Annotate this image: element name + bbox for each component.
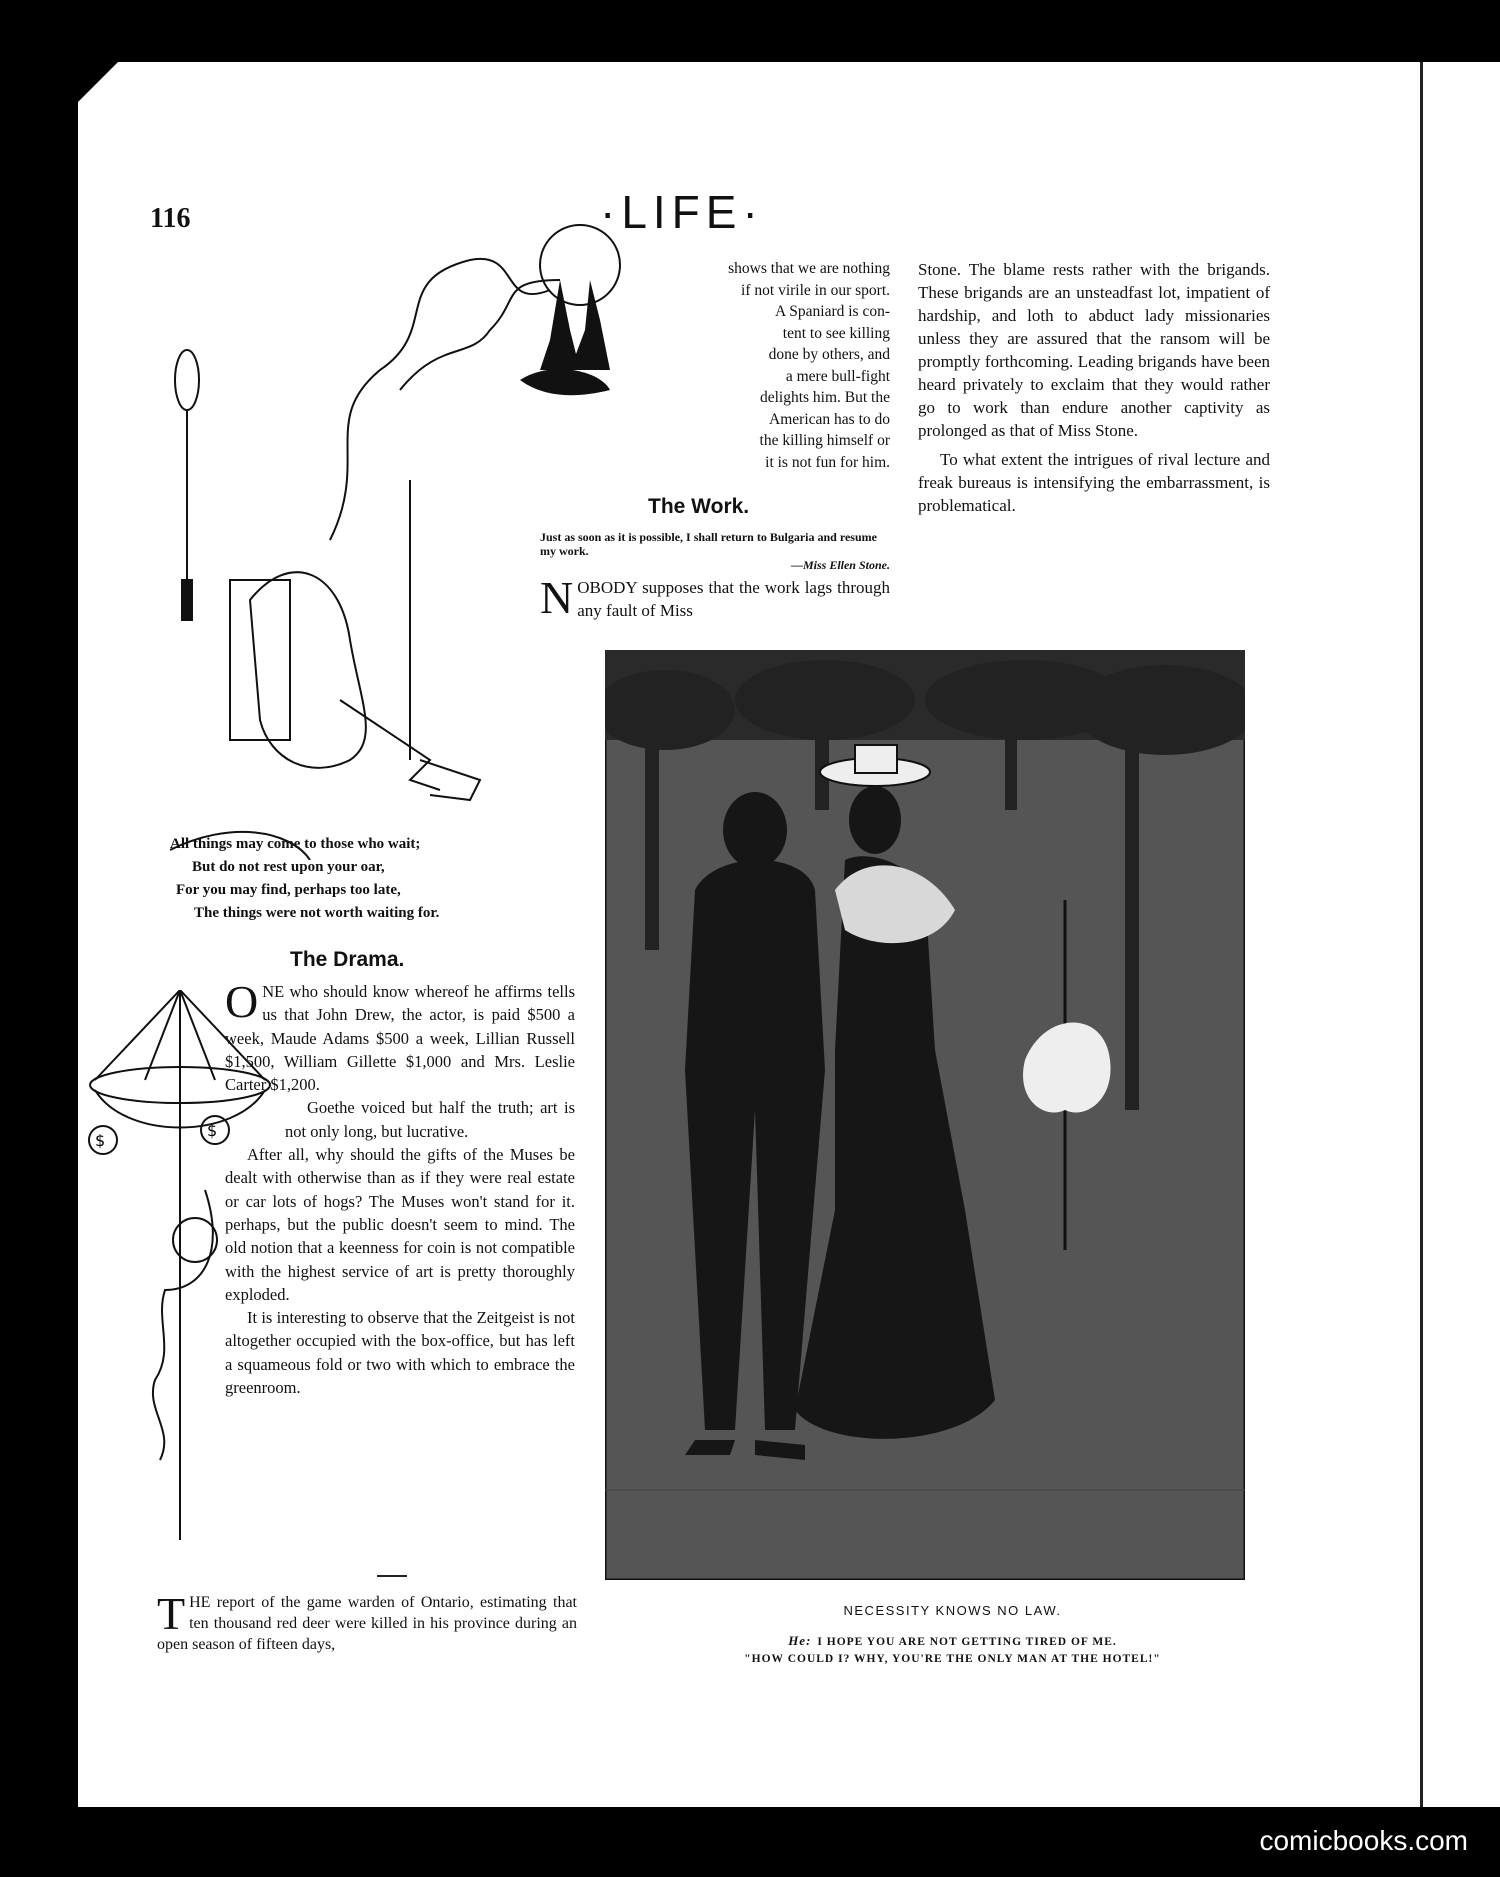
text-line: tent to see killing [782, 324, 890, 342]
drama-para: Goethe voiced but half the truth; art is not only long, but lucrative. [285, 1098, 575, 1141]
dropcap-o: O [225, 976, 259, 1027]
dollar-icon: $ [207, 1121, 218, 1140]
text-line: A Spaniard is con- [775, 303, 890, 320]
poem-line: But do not rest upon your oar, [192, 859, 385, 875]
drama-para: It is interesting to observe that the Zeitgeist is not altogether occupied with the box-office, but has left a squameous fold or two with which to embrace the greenroom. [225, 1308, 575, 1398]
the-work-heading: The Work. [648, 495, 750, 518]
poem-line: All things may come to those who wait; [170, 836, 421, 852]
text-line: done by others, and [768, 346, 890, 363]
text-line: it is not fun for him. [765, 453, 890, 471]
epigraph-attribution: —Miss Ellen Stone. [790, 558, 890, 572]
dollar-icon: $ [95, 1131, 106, 1150]
poem-line: For you may find, perhaps too late, [176, 882, 401, 898]
the-work-first-para: OBODY supposes that the work lags through any fault of Miss [577, 578, 890, 620]
drama-body [225, 976, 575, 1399]
text-line: American has to do [769, 410, 890, 428]
column-top-text [660, 258, 890, 473]
drama-first-para: NE who should know whereof he affirms tells us that John Drew, the actor, is paid $500 a week, Maude Adams $500 a week, Lillian Russell $1,500, William Gillette $1,000 and Mrs. Leslie Carter $1,200. [225, 982, 575, 1095]
section-divider [377, 1575, 407, 1577]
cartoon-line-two: "HOW COULD I? WHY, YOU'RE THE ONLY MAN AT THE HOTEL!" [744, 1653, 1161, 1665]
page-number: 116 [150, 203, 191, 234]
drama-para [225, 976, 575, 1096]
the-work-epigraph [540, 530, 890, 572]
text-line: delights him. But the [759, 389, 890, 406]
facing-page-edge [1420, 62, 1500, 1807]
text-line: if not virile in our sport. [741, 281, 890, 299]
the-work-body [540, 572, 890, 623]
the-work-para: To what extent the intrigues of rival lecture and freak bureaus is intensifying the embarrassment, is problematical. [918, 450, 1270, 515]
watermark: comicbooks.com [1259, 1825, 1468, 1856]
text-line: a mere bull-fight [785, 367, 890, 385]
text-line: shows that we are nothing [728, 260, 890, 277]
cartoon-couple-illustration [605, 650, 1245, 1580]
cartoon-line-one: I HOPE YOU ARE NOT GETTING TIRED OF ME. [817, 1636, 1117, 1648]
dropcap-t: T [157, 1588, 186, 1639]
poem-line: The things were not worth waiting for. [194, 905, 440, 921]
the-work-column-two [918, 258, 1270, 517]
drama-heading: The Drama. [290, 948, 405, 971]
drama-para: After all, why should the gifts of the Muses be dealt with otherwise than as if they were real estate or car lots of hogs? The Muses won't stand for it. perhaps, but the public doesn't seem to mind. The old notion that a keenness for coin is not compatible with the highest service of art is pretty thoroughly exploded. [225, 1145, 575, 1304]
masthead-title: ·LIFE· [600, 186, 764, 238]
page-corner-tear [78, 62, 118, 102]
cartoon-title: NECESSITY KNOWS NO LAW. [843, 1603, 1062, 1618]
cartoon-dialogue-he [600, 1633, 1305, 1649]
game-warden-para [157, 1588, 577, 1655]
poem [170, 833, 439, 925]
speaker-label: He: [788, 1633, 812, 1648]
dropcap-n: N [540, 572, 574, 623]
text-line: the killing himself or [759, 432, 890, 449]
the-work-para: Stone. The blame rests rather with the brigands. These brigands are an unsteadfast lot, impatient of hardship, and loth to abduct lady missionaries unless they are assured that the ransom will be promptly forthcoming. Leading brigands have been heard privately to exclaim that they would rather go to work than endure another captivity as prolonged as that of Miss Stone. [918, 260, 1270, 440]
epigraph-text: Just as soon as it is possible, I shall return to Bulgaria and resume my work. [540, 530, 877, 558]
game-warden-text: HE report of the game warden of Ontario, estimating that ten thousand red deer were killed in his province during an open season of fifteen days, [157, 1594, 577, 1653]
